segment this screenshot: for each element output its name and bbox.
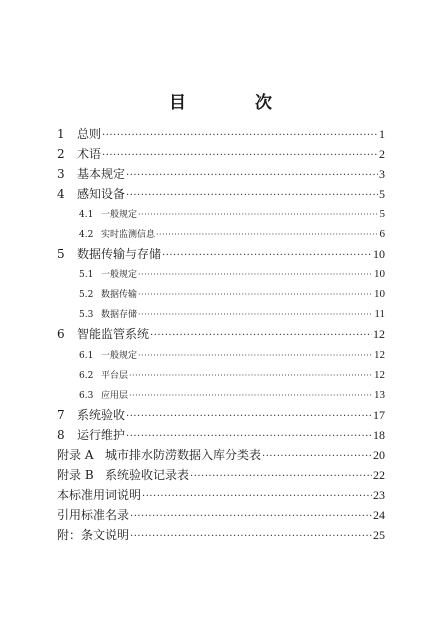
toc-entry-number: 7 [57,407,65,422]
dot-leader [102,126,378,146]
toc-entry[interactable] [57,405,385,425]
toc-entry-number: 1 [57,127,65,141]
toc-entry[interactable] [57,304,385,324]
toc-entry-label: 术语 [77,147,102,162]
toc-entry-page-number: 23 [373,487,385,502]
toc-entry[interactable] [57,525,385,545]
dot-leader [190,467,372,487]
toc-entry-page-number: 12 [374,368,385,381]
dot-leader [262,447,372,467]
dot-leader [126,166,378,186]
dot-leader [102,146,378,166]
dot-leader [138,285,373,305]
toc-entry-number: 5.2 [79,290,94,301]
toc-entry-number: 3 [57,167,65,182]
toc-entry[interactable] [57,184,385,204]
toc-entry[interactable] [57,385,385,405]
toc-entry-page-number: 1 [379,127,385,141]
toc-entry[interactable] [57,224,385,244]
toc-entry-page-number: 18 [373,427,385,442]
dot-leader [138,265,373,285]
toc-entry[interactable] [57,124,385,144]
toc-entry-page-number: 12 [373,327,385,342]
toc-entry-label: 数据传输 [101,290,138,301]
toc-entry-page-number: 12 [374,348,385,361]
toc-entry-page-number: 11 [374,308,385,321]
toc-entry-page-number: 10 [374,288,385,301]
toc-entry-label: 数据存储 [101,310,138,321]
toc-entry-label: 基本规定 [77,167,126,182]
toc-entry-label: 本标准用词说明 [57,487,142,502]
dot-leader [150,326,372,346]
toc-entry-page-number: 13 [374,388,385,401]
toc-entry-number: 6 [57,327,65,342]
toc-entry-page-number: 25 [373,527,385,542]
dot-leader [129,366,373,386]
toc-entry-page-number: 3 [379,167,385,182]
toc-entry-label: 智能监管系统 [77,327,150,342]
toc-entry-label: 总则 [77,127,102,141]
toc-entry-label: 感知设备 [77,187,126,202]
toc-entry-page-number: 2 [379,147,385,162]
toc-entry-page-number: 22 [373,467,385,482]
dot-leader [126,186,378,206]
toc-entry[interactable] [57,425,385,445]
toc-list [57,124,385,545]
toc-entry-number: 附录 A [57,447,94,462]
toc-entry-label: 平台层 [101,370,129,381]
dot-leader [162,246,372,266]
toc-title: 目 次 [169,93,298,113]
toc-entry[interactable] [57,505,385,525]
toc-entry[interactable] [57,144,385,164]
toc-entry[interactable] [57,445,385,465]
toc-entry-label: 系统验收记录表 [105,467,190,482]
dot-leader [138,205,378,225]
dot-leader [130,507,372,527]
toc-entry-label: 一般规定 [101,210,138,221]
dot-leader [156,225,378,245]
toc-entry-number: 5.1 [79,270,94,281]
toc-entry-page-number: 10 [374,268,385,281]
toc-entry-label: 应用层 [101,390,129,401]
toc-entry-page-number: 24 [373,507,385,522]
dot-leader [142,487,372,507]
toc-entry-label: 附：条文说明 [57,527,130,542]
toc-entry[interactable] [57,264,385,284]
toc-entry-label: 系统验收 [77,407,126,422]
toc-entry-label: 运行维护 [77,427,126,442]
toc-entry-page-number: 5 [379,187,385,202]
toc-entry-number: 附录 B [57,467,94,482]
toc-entry-number: 5.3 [79,310,94,321]
toc-entry-page-number: 10 [373,247,385,262]
dot-leader [129,386,373,406]
toc-entry-label: 引用标准名录 [57,507,130,522]
dot-leader [130,527,372,547]
toc-entry[interactable] [57,485,385,505]
toc-entry-number: 2 [57,147,65,162]
dot-leader [126,427,372,447]
dot-leader [138,346,373,366]
toc-entry[interactable] [57,365,385,385]
toc-entry[interactable] [57,465,385,485]
toc-entry[interactable] [57,244,385,264]
toc-entry-number: 6.2 [79,370,94,381]
toc-entry-page-number: 5 [379,208,385,221]
toc-entry[interactable] [57,164,385,184]
dot-leader [126,407,372,427]
toc-entry-label: 实时监测信息 [101,230,156,241]
toc-entry-number: 6.1 [79,350,94,361]
toc-entry[interactable] [57,324,385,344]
toc-entry-label: 一般规定 [101,350,138,361]
toc-entry-number: 6.3 [79,390,94,401]
toc-entry[interactable] [57,284,385,304]
toc-entry[interactable] [57,345,385,365]
toc-entry-page-number: 6 [379,228,385,241]
toc-entry-label: 城市排水防涝数据入库分类表 [105,447,262,462]
dot-leader [138,305,373,325]
toc-entry-number: 8 [57,427,65,442]
toc-entry-label: 一般规定 [101,270,138,281]
toc-entry-number: 5 [57,247,65,262]
toc-entry-label: 数据传输与存储 [77,247,162,262]
toc-entry-number: 4 [57,187,65,202]
toc-entry[interactable] [57,204,385,224]
toc-entry-number: 4.1 [79,210,94,221]
toc-entry-page-number: 20 [373,447,385,462]
toc-entry-page-number: 17 [373,407,385,422]
toc-entry-number: 4.2 [79,230,94,241]
